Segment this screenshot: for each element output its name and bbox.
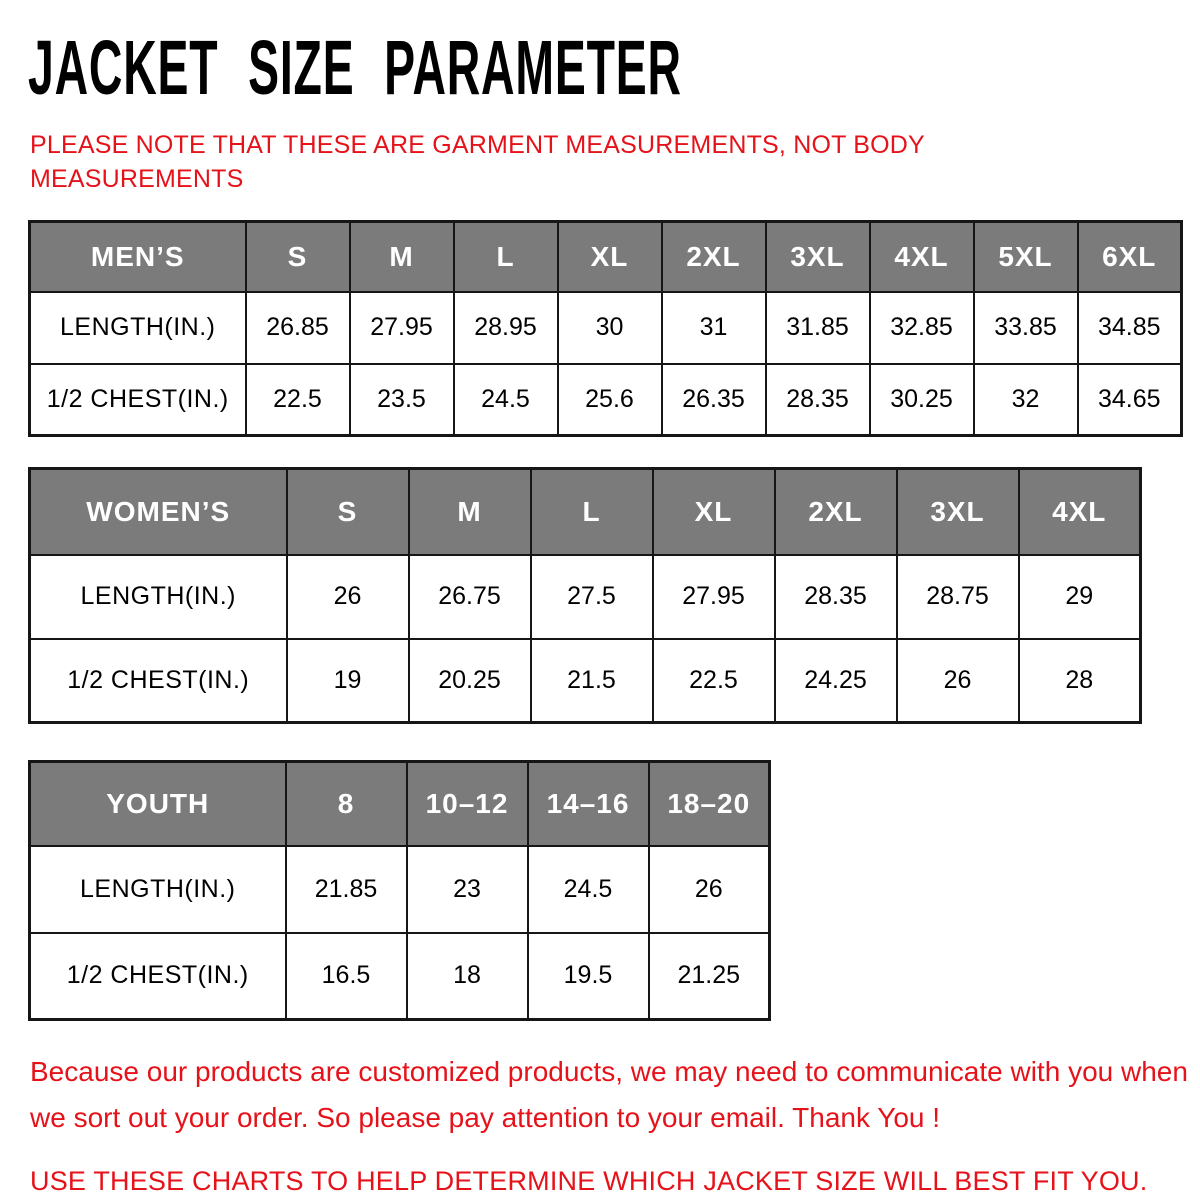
measurement-value: 34.85	[1078, 292, 1182, 364]
measurement-value: 22.5	[246, 364, 350, 436]
size-header-cell: 18–20	[649, 762, 770, 846]
mens-size-table	[28, 220, 1183, 437]
youth-header-row	[30, 762, 770, 846]
womens-header-row	[30, 469, 1141, 555]
measurement-value: 28.35	[766, 364, 870, 436]
size-header-cell: 2XL	[775, 469, 897, 555]
measurement-value: 21.85	[286, 846, 407, 933]
measurement-value: 20.25	[409, 639, 531, 723]
size-header-cell: S	[287, 469, 409, 555]
measurement-value: 26.35	[662, 364, 766, 436]
measurement-value: 26	[897, 639, 1019, 723]
row-label: LENGTH(IN.)	[30, 292, 246, 364]
size-header-cell: L	[531, 469, 653, 555]
size-header-cell: 8	[286, 762, 407, 846]
measurement-value: 27.5	[531, 555, 653, 639]
size-header-cell: M	[350, 222, 454, 292]
mens-measure-row	[30, 292, 1182, 364]
row-label: LENGTH(IN.)	[30, 846, 286, 933]
measurement-value: 26	[287, 555, 409, 639]
measurement-value: 24.5	[454, 364, 558, 436]
measurement-value: 27.95	[653, 555, 775, 639]
measurement-value: 18	[407, 933, 528, 1020]
size-header-cell: 5XL	[974, 222, 1078, 292]
measurement-value: 25.6	[558, 364, 662, 436]
measurement-value: 27.95	[350, 292, 454, 364]
measurement-value: 32.85	[870, 292, 974, 364]
measurement-value: 21.25	[649, 933, 770, 1020]
measurement-value: 30.25	[870, 364, 974, 436]
measurement-value: 34.65	[1078, 364, 1182, 436]
measurement-value: 28.35	[775, 555, 897, 639]
youth-size-table	[28, 760, 771, 1021]
measurement-value: 23	[407, 846, 528, 933]
measurement-value: 16.5	[286, 933, 407, 1020]
size-header-cell: 3XL	[766, 222, 870, 292]
size-header-cell: 4XL	[870, 222, 974, 292]
size-header-cell: 2XL	[662, 222, 766, 292]
measurement-value: 24.5	[528, 846, 649, 933]
measurement-value: 28.95	[454, 292, 558, 364]
measurement-value: 30	[558, 292, 662, 364]
measurement-value: 22.5	[653, 639, 775, 723]
measurement-value: 29	[1019, 555, 1141, 639]
row-label: 1/2 CHEST(IN.)	[30, 933, 286, 1020]
size-header-cell: S	[246, 222, 350, 292]
row-label: 1/2 CHEST(IN.)	[30, 639, 287, 723]
measurement-value: 24.25	[775, 639, 897, 723]
size-header-cell: XL	[653, 469, 775, 555]
measurement-value: 19.5	[528, 933, 649, 1020]
womens-measure-row	[30, 639, 1141, 723]
page-title: JACKET SIZE PARAMETER	[28, 25, 682, 112]
chart-usage-notice: USE THESE CHARTS TO HELP DETERMINE WHICH JACKET SIZE WILL BEST FIT YOU.	[30, 1166, 1148, 1196]
size-header-cell: 3XL	[897, 469, 1019, 555]
youth-group-label: YOUTH	[30, 762, 286, 846]
womens-table-container	[28, 467, 1200, 724]
womens-size-table	[28, 467, 1142, 724]
measurement-value: 26	[649, 846, 770, 933]
measurement-value: 21.5	[531, 639, 653, 723]
womens-measure-row	[30, 555, 1141, 639]
size-header-cell: 4XL	[1019, 469, 1141, 555]
measurement-value: 31	[662, 292, 766, 364]
row-label: 1/2 CHEST(IN.)	[30, 364, 246, 436]
youth-measure-row	[30, 846, 770, 933]
measurement-value: 23.5	[350, 364, 454, 436]
youth-table-container	[28, 760, 1200, 1021]
custom-order-notice: Because our products are customized products, we may need to communicate with you when we sort out your order. So please pay attention to your email. Thank You !	[30, 1056, 1188, 1133]
size-header-cell: 10–12	[407, 762, 528, 846]
measurement-value: 26.75	[409, 555, 531, 639]
size-header-cell: M	[409, 469, 531, 555]
size-header-cell: XL	[558, 222, 662, 292]
size-header-cell: L	[454, 222, 558, 292]
measurement-value: 19	[287, 639, 409, 723]
measurement-value: 28.75	[897, 555, 1019, 639]
size-header-cell: 6XL	[1078, 222, 1182, 292]
mens-group-label: MEN’S	[30, 222, 246, 292]
mens-header-row	[30, 222, 1182, 292]
mens-table-container	[28, 220, 1200, 437]
garment-measurement-note: PLEASE NOTE THAT THESE ARE GARMENT MEASUREMENTS, NOT BODY MEASUREMENTS	[30, 131, 925, 193]
measurement-value: 32	[974, 364, 1078, 436]
size-header-cell: 14–16	[528, 762, 649, 846]
youth-measure-row	[30, 933, 770, 1020]
measurement-value: 33.85	[974, 292, 1078, 364]
measurement-value: 26.85	[246, 292, 350, 364]
measurement-value: 28	[1019, 639, 1141, 723]
mens-measure-row	[30, 364, 1182, 436]
title-wrap	[28, 24, 1200, 116]
womens-group-label: WOMEN’S	[30, 469, 287, 555]
row-label: LENGTH(IN.)	[30, 555, 287, 639]
measurement-value: 31.85	[766, 292, 870, 364]
